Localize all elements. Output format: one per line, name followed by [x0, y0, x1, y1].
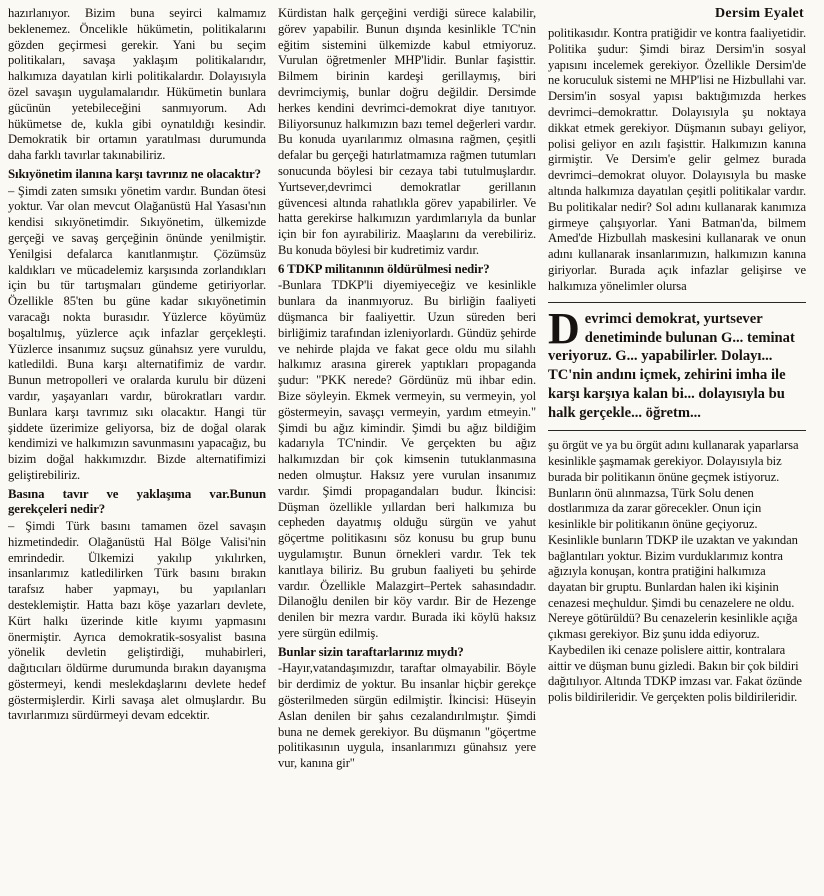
question-heading-press: Basına tavır ve yaklaşıma var.Bunun gerekçeleri nedir? [8, 486, 266, 517]
paragraph: Kürdistan halk gerçeğini verdiği sürece kalabilir, görev yapabilir. Bunun dışında kesinlikle TC'nin eğitim sistemini ülkemizde kabul etmiyoruz. Vurulan öğretmenler MHP'lidir. Bunlar faşisttir. Bilmem birinin kardeşi gerillaymış, biri devrimciymiş, bunlar doğru değildir. Dersimde herkes kendini devrimci-demokrat diye tanıtıyor. Biliyorsunuz halkımızın bazı temel değerleri vardır. Bu konuda uyarılarımız olmasına rağmen, çeşitli defalar bu gerçeği hatırlatmamıza rağmen tutumları sonucunda böylesi bir cezaya tabi tutulmuşlardır. Yurtsever,devrimci demokratlar gerillanın güvencesi altında rahatlıkla görev yapabilirler. Ve hatta gerekirse halkımızın yardımlarıyla da bunlar için bir fon ayırabiliriz. Maaşlarını da verebiliriz. Bu konuda böylesi bir kudretimiz vardır. [278, 6, 536, 257]
column-left [8, 6, 266, 892]
paragraph: – Şimdi zaten sımsıkı yönetim vardır. Bundan ötesi yoktur. Var olan mevcut Olağanüstü Hal Yasası'nın kendisi sıkıyönetimdir. Sıkıyönetim, ülkemizde gerçeği ve savaş gerçeğinin önünde yenilmiştir. Yenilgisi defalarca kanıtlanmıştır. Çözümsüz kaldıkları ve mücadelemiz karşısında zorlandıkları için bu tür tartışmaları gündeme getiriyorlar. Özellikle 85'ten bu güne kadar sıkıyönetimin varacağı nokta burasıdır. Yüzlerce köyümüz boşaltılmış, yüzlerce açık infazlar gerçekleşti. Yüzlerce insanımız suçsuz günahsız yere vuruldu, katledildi. Buna karşı alternatifimiz de vardır. Bunun metropolleri ve oralarda kurulu bir düzeni vardır, yaşayanları vardır, bürokratları vardır. Bunlara karşı tavrımız sıkı olacaktır. Hangi tür şiddete üzerimize geliyorsa, biz de doğal olarak kendimizi ve halkımızın savunmasını yapacağız, bu bizim doğal hakkımızdır. Bizde alternatifimizi geliştirebiliriz. [8, 183, 266, 482]
question-heading-supporters: Bunlar sizin taraftarlarınız mıydı? [278, 644, 464, 659]
question-heading-tdkp: 6 TDKP militanının öldürülmesi nedir? [278, 261, 490, 276]
page-title: Dersim Eyalet [714, 6, 804, 21]
column-middle [278, 6, 536, 892]
column-right [548, 6, 806, 892]
paragraph: hazırlanıyor. Bizim buna seyirci kalmamız beklenemez. Öncelikle hükümetin, politikalarını gözden geçirmesi gerekir. Yani bu seçim politikaları, savaşa yaklaşım politikalarıdır, halkımıza dayatılan kirli politikalardır. Dolayısıyla özel savaşın uygulamalarıdır. Hükümetin bunlara gücünün yetebileceğini sanmıyorum. Adı hükümetse de, kukla gibi oynatıldığı kesindir. Demokratik bir ortamın yaratılması durumunda daha farklı tavırlar takınabiliriz. [8, 6, 266, 163]
question-heading-martial-law: Sıkıyönetim ilanına karşı tavrınız ne olacaktır? [8, 167, 261, 182]
drop-cap: D [548, 303, 580, 353]
paragraph: şu örgüt ve ya bu örgüt adını kullanarak yaparlarsa kesinlikle şaşmamak gerekiyor. Dolayısıyla biz burada bir politikanın önüne geçmek istiyoruz. Bunların önü alınmazsa, Türk Solu denen dostlarımıza da zarar görecekler. Onun için kesinlikle bir politikanın önüne geçiyoruz. Kesinlikle bunların TDKP ile uzaktan ve yakından bağlantıları yoktur. Bizim vurduklarımız kontra ağızıyla konuşan, kontra pratiğini halkımıza dayatan bir gruptu. Bunlardan halen iki kişinin cenazesi meçhuldur. Şimdi bu cenazelere ne oldu. Nereye götürüldü? Bu cenazelerin kesinlikle açığa çıkması gerekiyor. Biz şunu idda ediyoruz. Kaybedilen iki cenaze polislere aittir, kontralara aittir ve düşman bunu gizledi. Bakın bir çok bildiri dağıtılıyor. Altında TDKP imzası var. Fakat özünde polis bildirileridir. Ve gerçekten polis bildirileridir. [548, 438, 802, 705]
divider [548, 302, 806, 303]
pull-quote [548, 303, 806, 424]
paragraph: politikasıdır. Kontra pratiğidir ve kontra faaliyetidir. Politika şudur: Şimdi biraz Dersim'in sosyal yapısını incelemek gerekiyor. Özellikle Dersim'de ne koruculuk sistemi ne MHP'lisi ne Hizbullahi var. Dersim'in sosyal yapısı baktığımızda herkes devrimci–demokrattır. Dolayısıyla şu noktaya dikkat etmek gerekiyor. Düşmanın subayı geliyor, polisi geliyor en azılı faşisttir. Halkımızın kanına girmiştir. Ve Dersim'e gelir gelmez burada devrimci–demokrat oluyor. Dolayısıyla bu maske altında halkımıza dayatılan çeşitli politikalar vardır. Bu politikalar nedir? Sol adını kullanarak kanımıza girmeye çalışıyorlar. Yani Batman'da, bilmem Amed'de Hizbullah maskesini kullanarak ve onun adını kullanarak insanlarımızın, halkımızın kanına giriyorlar. Burada açık infazlar gelişirse ve halkımıza yönelimler olursa [548, 26, 806, 293]
paragraph: -Hayır,vatandaşımızdır, taraftar olmayabilir. Böyle bir derdimiz de yoktur. Bu insanlar hiçbir gerekçe gösterilmeden sürgün edilmiştir. İkincisi: Hüseyin Aslan denilen bir şahıs cezalandırılmıştır. Şimdi buna ne demek gerekiyor. Bu düşmanın "göçertme politikasının uygula, insanlarımızı günahsız yere vur, kanına gir" [278, 661, 536, 771]
paragraph: – Şimdi Türk basını tamamen özel savaşın hizmetindedir. Olağanüstü Hal Bölge Valisi'nin emrindedir. Ülkemizi yakılıp yıkılırken, insanlarımız katledilirken Türk basını bırakın tarafsız haber yapmayı, bu yapılanları desteklemiştir. Hatta bazı köşe yazarları devlete, Kürt halkı üzerinde kitle kıyımı yapmasını önermiştir. Ayrıca demokratik-sosyalist basına yönelik devletin geliştirdiği, muhabirleri, dağıtıcıları öldürme durumunda bırakın dayanışma göstermeyi, kendi meslekdaşlarını devlete hedef göstermişlerdir. Kirli savaşa alet olmuşlardır. Bu tavırlarımızı sürdürmeyi devam edcektir. [8, 518, 266, 723]
tail-text-block [548, 438, 806, 705]
divider [548, 430, 806, 431]
paragraph: -Bunlara TDKP'li diyemiyeceğiz ve kesinlikle bunlara da inanmıyoruz. Bu birliğin faaliyeti düşmanca bir faaliyettir. Uzun süreden beri birliğimiz tarafından izleniyorlardı. Gündüz şehirde ve nehirde plajda ve fakat gece oldu mu silahlı halkımız arasına girerek yaptıkları propaganda şudur: "PKK nerede? Gördünüz mü ihbar edin. Bize söyleyin. Ekmek vermeyin, su vermeyin, yol göstermeyin, savaşçı vermeyin, yardım etmeyin." Şimdi bu ağız kimindir. Şimdi bu ağız bildiğim kadarıyla TC'nindir. Ve gerçekten bu ağız halkımızdan bir çok kimsenin tutuklanmasına neden olmuştur. Haksız yere vurulan insanımız vardır. Şimdi propagandaları budur. İkincisi: Düşman özellikle yıllardan beri halkımıza bu cepheden dayatmış olduğu sürgün ve yahut göçertme politikasını söz konusu bu grup bunu uygulamıştır. Bunun örnekleri vardır. Tek tek kanıtlaya biliriz. Bu grubun faaliyeti bu şehirde vardır. Özellikle Malazgirt–Pertek sahasındadır. Dilanoğlu denilen bir köy vardır. Bir de Hezenge denilen bir mezra vardır. Burada iki köylü haksız yere sürgün edilmiş. [278, 278, 536, 640]
pull-quote-text: evrimci demokrat, yurtsever denetiminde bulunan G... teminat veriyoruz. G... yapabilirler. Dolayı... TC'nin andını içmek, zehirini imha ile karşı karşıya kalan bi... dolayısıyla bu halk gerçekle... öğretm... [548, 310, 795, 422]
